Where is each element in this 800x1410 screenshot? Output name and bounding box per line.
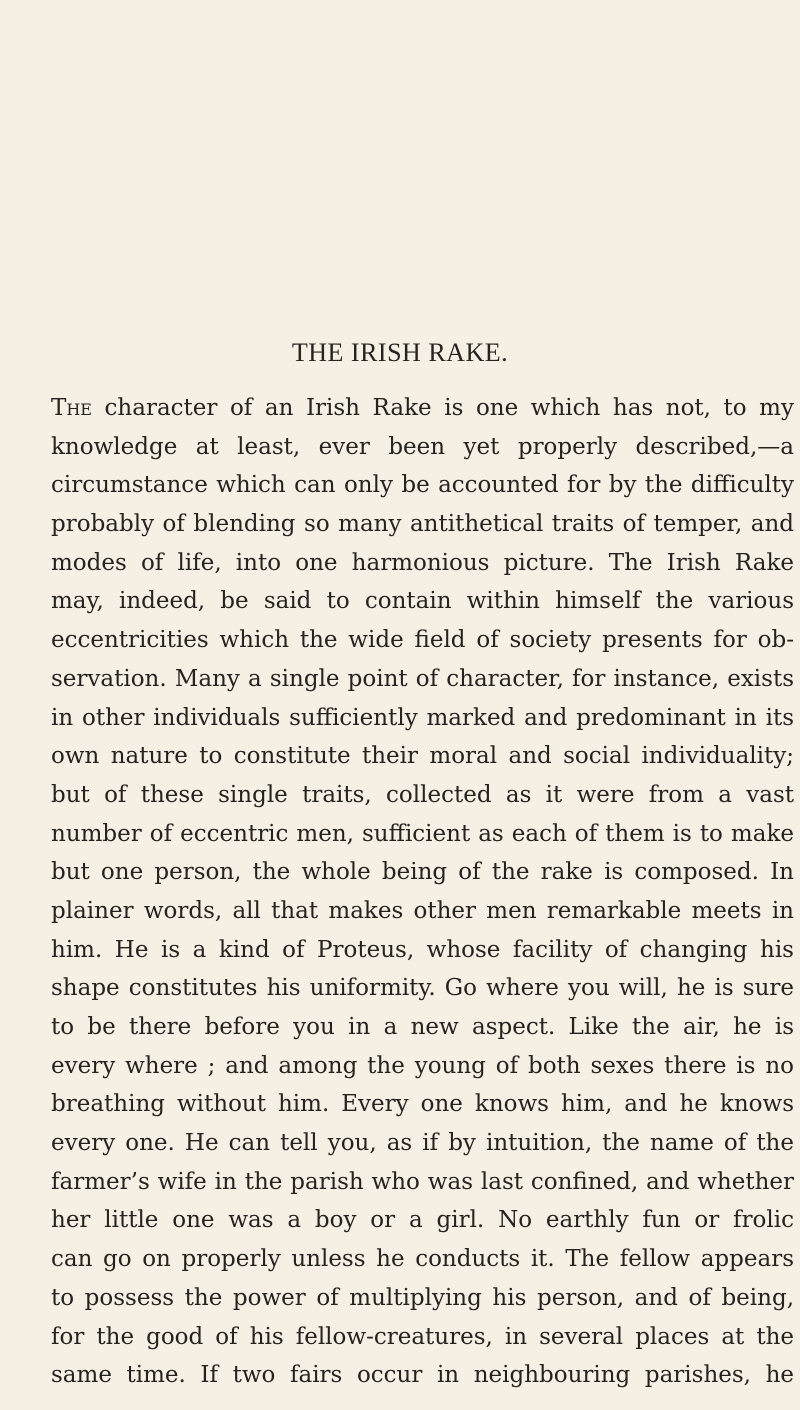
text-line-7: eccentricities which the wide field of society presents for ob- [51,627,794,654]
text-line-9: in other individuals sufficiently marked and predominant in its [51,704,794,731]
text-line-1-rest: character of an Irish Rake is one which has not, to my [91,395,794,421]
text-line-4: probably of blending so many antithetical traits of temper, and [51,511,794,538]
opening-word: The [51,395,92,421]
chapter-title: THE IRISH RAKE. [291,338,509,367]
text-line-2: knowledge at least, ever been yet properly described,—a [51,433,794,460]
text-line-22: her little one was a boy or a girl. No earthly fun or frolic [51,1207,794,1234]
text-line-26: same time. If two fairs occur in neighbouring parishes, he [51,1362,794,1389]
text-line-1 [51,389,794,428]
text-line-10: own nature to constitute their moral and social individuality; [51,743,794,770]
text-line-20: every one. He can tell you, as if by intuition, the name of the [51,1130,794,1157]
text-line-14: plainer words, all that makes other men remarkable meets in [51,897,794,924]
text-line-24: to possess the power of multiplying his person, and of being, [51,1284,794,1311]
text-line-16: shape constitutes his uniformity. Go where you will, he is sure [51,975,794,1002]
text-line-8: servation. Many a single point of character, for instance, exists [51,665,794,692]
text-line-3: circumstance which can only be accounted for by the difficulty [51,472,794,499]
text-line-17: to be there before you in a new aspect. Like the air, he is [51,1014,794,1040]
text-line-18: every where ; and among the young of both sexes there is no [51,1052,794,1079]
text-line-6: may, indeed, be said to contain within himself the various [51,588,794,615]
text-line-23: can go on properly unless he conducts it. The fellow appears [51,1246,794,1273]
text-line-12: number of eccentric men, sufficient as each of them is to make [51,820,794,847]
chapter-body [51,389,794,1395]
text-line-13: but one person, the whole being of the rake is composed. In [51,859,794,886]
text-line-15: him. He is a kind of Proteus, whose facility of changing his [51,936,794,963]
text-line-5: modes of life, into one harmonious picture. The Irish Rake [51,549,794,576]
text-line-21: farmer’s wife in the parish who was last confined, and whether [51,1168,794,1195]
text-line-19: breathing without him. Every one knows him, and he knows [51,1091,794,1118]
text-line-11: but of these single traits, collected as it were from a vast [51,781,794,808]
text-line-25: for the good of his fellow-creatures, in several places at the [51,1323,794,1350]
